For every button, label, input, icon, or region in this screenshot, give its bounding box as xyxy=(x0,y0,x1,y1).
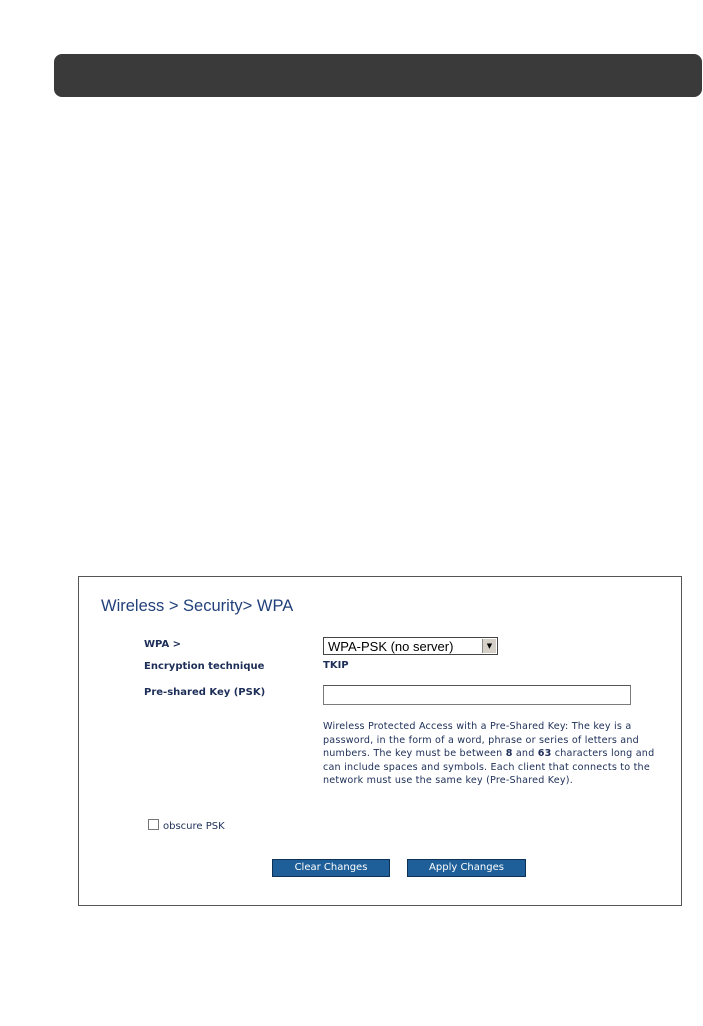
wpa-mode-selected-value: WPA-PSK (no server) xyxy=(328,639,454,654)
help-min-length: 8 xyxy=(505,748,513,760)
help-text-part2: characters long and can include spaces and symbols. Each client that connects to the network must use the same key (Pre-Shared Key). xyxy=(323,748,655,787)
psk-input[interactable] xyxy=(323,685,631,705)
apply-changes-button[interactable]: Apply Changes xyxy=(407,859,526,877)
help-text-and: and xyxy=(512,748,538,760)
wpa-mode-label: WPA > xyxy=(144,639,182,650)
clear-changes-button[interactable]: Clear Changes xyxy=(272,859,390,877)
chevron-down-icon[interactable]: ▼ xyxy=(482,639,496,653)
obscure-psk-label[interactable]: obscure PSK xyxy=(163,821,225,832)
help-max-length: 63 xyxy=(537,748,552,760)
encryption-label: Encryption technique xyxy=(144,661,265,672)
page-header-bar xyxy=(54,54,702,97)
breadcrumb: Wireless > Security> WPA xyxy=(101,597,294,615)
psk-label: Pre-shared Key (PSK) xyxy=(144,687,266,698)
encryption-value: TKIP xyxy=(323,660,349,671)
psk-help-text xyxy=(323,720,658,788)
wpa-mode-select[interactable] xyxy=(323,637,498,655)
help-text-part1: Wireless Protected Access with a Pre-Shared Key: The key is a password, in the form of a word, phrase or series of letters and numbers. The key must be between xyxy=(323,721,639,760)
wpa-settings-panel xyxy=(78,576,682,906)
checkbox-unchecked-icon[interactable] xyxy=(148,819,159,830)
